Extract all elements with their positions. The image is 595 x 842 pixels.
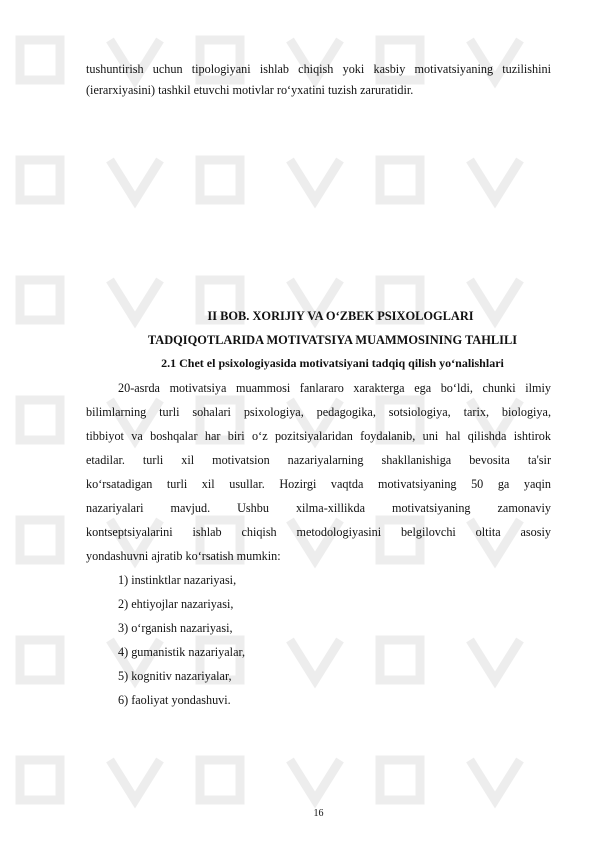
page-number: 16 xyxy=(313,808,324,819)
paragraph-line-5: ko‘rsatadigan turli xil usullar. Hozirgi vaqtda motivatsiyaning 50 ga yaqin xyxy=(86,477,551,491)
paragraph-line-8: yondashuvni ajratib ko‘rsatish mumkin: xyxy=(86,549,281,563)
intro-line-2: (ierarxiyasini) tashkil etuvchi motivlar ro‘yxatini tuzish zaruratidir. xyxy=(86,83,414,97)
list-item: 3) o‘rganish nazariyasi, xyxy=(118,621,233,635)
paragraph-line-1: 20-asrda motivatsiya muammosi fanlararo xarakterga ega bo‘ldi, chunki ilmiy xyxy=(118,381,551,395)
paragraph-line-6: nazariyalari mavjud. Ushbu xilma-xillikda motivatsiyaning zamonaviy xyxy=(86,501,551,515)
section-title: 2.1 Chet el psixologiyasida motivatsiyani tadqiq qilish yo‘nalishlari xyxy=(161,356,504,370)
paragraph-line-7: kontseptsiyalarini ishlab chiqish metodologiyasini belgilovchi oltita asosiy xyxy=(86,525,551,539)
paragraph-line-3: tibbiyot va boshqalar har biri o‘z pozitsiyalaridan foydalanib, uni hal qilishda ishtirok xyxy=(86,429,551,443)
list-item: 2) ehtiyojlar nazariyasi, xyxy=(118,597,234,611)
chapter-title-line-2: TADQIQOTLARIDA MOTIVATSIYA MUAMMOSINING TAHLILI xyxy=(147,333,518,347)
paragraph-line-4: etadilar. turli xil motivatsion nazariyalarning shakllanishiga bevosita ta'sir xyxy=(86,453,551,467)
list-item: 1) instinktlar nazariyasi, xyxy=(118,573,237,587)
list-item: 6) faoliyat yondashuvi. xyxy=(118,693,231,707)
intro-line-1: tushuntirish uchun tipologiyani ishlab chiqish yoki kasbiy motivatsiyaning tuzilishini xyxy=(86,62,551,76)
list-item: 5) kognitiv nazariyalar, xyxy=(118,669,232,683)
paragraph-line-2: bilimlarning turli sohalari psixologiya, pedagogika, sotsiologiya, tarix, biologiya, xyxy=(86,405,551,419)
list-item: 4) gumanistik nazariyalar, xyxy=(118,645,246,659)
chapter-title-line-1: II BOB. XORIJIY VA O‘ZBEK PSIXOLOGLARI xyxy=(207,309,474,323)
